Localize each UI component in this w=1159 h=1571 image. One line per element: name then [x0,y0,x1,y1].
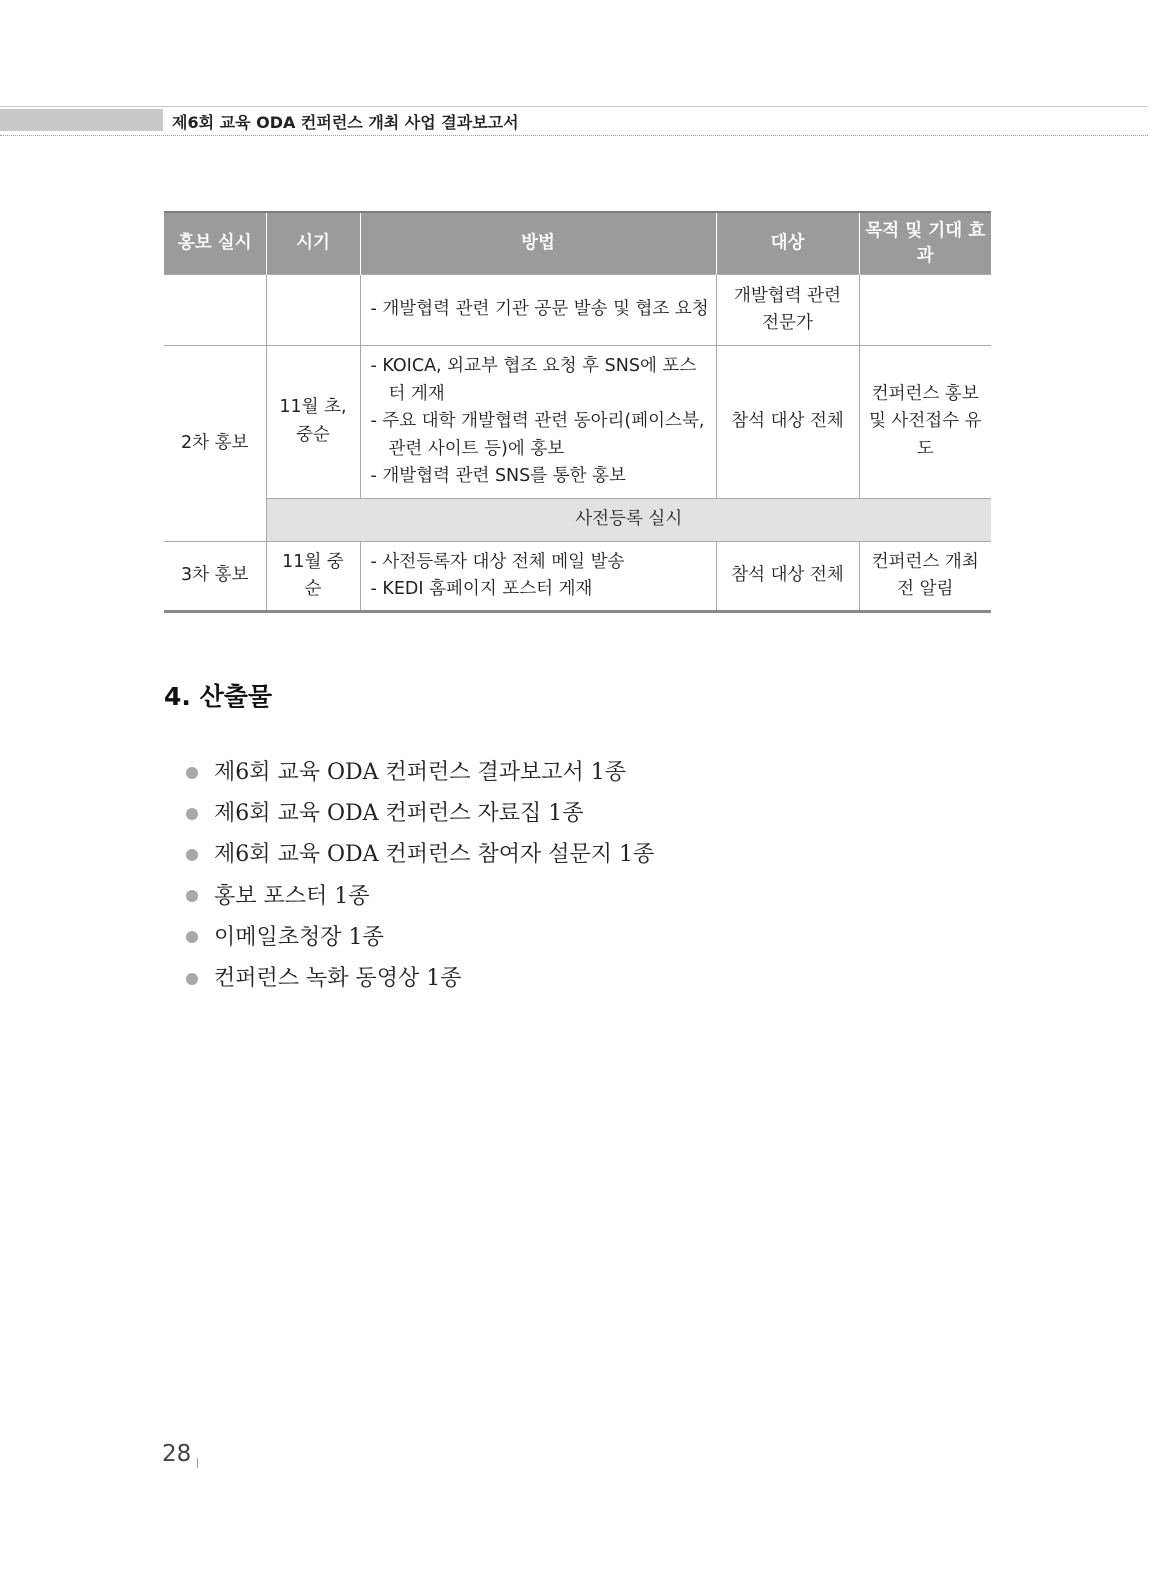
purpose-cell [859,275,991,346]
column-header: 대상 [716,212,859,275]
table-row [164,275,991,346]
bullet-icon [186,890,198,902]
method-item: - 개발협력 관련 기관 공문 발송 및 협조 요청 [371,296,710,324]
target-cell: 참석 대상 전체 [716,346,859,499]
column-header: 목적 및 기대 효과 [859,212,991,275]
table-header-row [164,212,991,275]
list-item [186,793,654,834]
phase-cell: 3차 홍보 [164,542,266,612]
list-item [186,834,654,875]
period-cell [266,275,360,346]
list-item [186,958,654,999]
list-item [186,752,654,793]
bullet-icon [186,808,198,820]
method-item: - KOICA, 외교부 협조 요청 후 SNS에 포스터 게재 [371,353,710,408]
list-item-text: 컨퍼런스 녹화 동영상 1종 [214,965,462,991]
method-cell [360,542,716,612]
outputs-list [186,752,654,999]
section-title: 4. 산출물 [164,682,273,711]
list-item-text: 홍보 포스터 1종 [214,883,370,909]
bullet-icon [186,973,198,985]
header-rule [0,106,1148,107]
bullet-icon [186,767,198,779]
period-cell: 11월 중순 [266,542,360,612]
method-item: - 개발협력 관련 SNS를 통한 홍보 [371,463,710,491]
method-cell [360,346,716,499]
target-cell: 개발협력 관련 전문가 [716,275,859,346]
list-item-text: 제6회 교육 ODA 컨퍼런스 참여자 설문지 1종 [214,842,655,868]
method-item: - KEDI 홈페이지 포스터 게재 [371,576,710,604]
phase-cell: 2차 홍보 [164,346,266,542]
running-title: 제6회 교육 ODA 컨퍼런스 개최 사업 결과보고서 [172,113,519,132]
method-cell [360,275,716,346]
period-cell: 11월 초, 중순 [266,346,360,499]
bullet-icon [186,931,198,943]
column-header: 방법 [360,212,716,275]
column-header: 시기 [266,212,360,275]
header-bar [0,109,163,131]
method-item: - 주요 대학 개발협력 관련 동아리(페이스북, 관련 사이트 등)에 홍보 [371,408,710,463]
purpose-cell: 컨퍼런스 홍보 및 사전접수 유도 [859,346,991,499]
page-number-divider [197,1458,198,1468]
column-header: 홍보 실시 [164,212,266,275]
promotion-table [164,211,991,613]
list-item-text: 이메일초청장 1종 [214,924,384,950]
page-number: 28 [162,1441,192,1467]
purpose-cell: 컨퍼런스 개최 전 알림 [859,542,991,612]
target-cell: 참석 대상 전체 [716,542,859,612]
table-row [164,346,991,499]
list-item [186,876,654,917]
list-item [186,917,654,958]
method-item: - 사전등록자 대상 전체 메일 발송 [371,549,710,577]
preregistration-band: 사전등록 실시 [266,499,991,542]
phase-cell [164,275,266,346]
bullet-icon [186,849,198,861]
list-item-text: 제6회 교육 ODA 컨퍼런스 결과보고서 1종 [214,760,627,785]
table-row [164,542,991,612]
list-item-text: 제6회 교육 ODA 컨퍼런스 자료집 1종 [214,801,584,827]
header-dotted-rule [0,135,1148,136]
table-band-row [164,499,991,542]
